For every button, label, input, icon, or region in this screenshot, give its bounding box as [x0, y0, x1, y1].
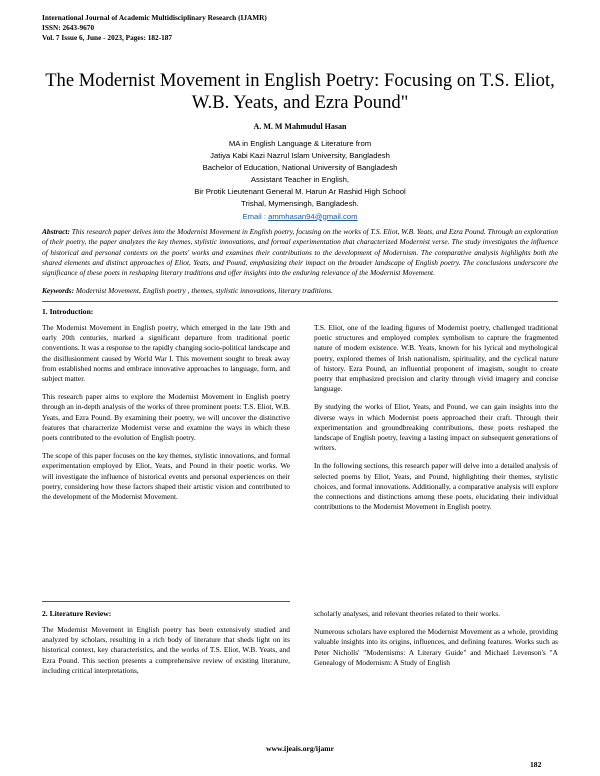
author-affiliation: [36, 138, 564, 223]
paragraph: The scope of this paper focuses on the key themes, stylistic innovations, and formal experimentation employed by Eliot, Yeats, and Pound in their poetic works. We will investigate the influence of historical events and personal experiences on their poetry, considering how these factors shaped their artistic vision and contributed to the development of the Modernist Movement.: [42, 451, 290, 502]
page-number: 182: [530, 760, 542, 769]
abstract-text: This research paper delves into the Modernist Movement in English poetry, focusing on the works of T.S. Eliot, W.B. Yeats, and Ezra Pound. Through an exploration of their poetry, the paper analyzes the key themes, stylistic innovations, and formal experimentation that characterized Modernist verse. The study investigates the influence of historical and personal contexts on the poets' works and examines their contributions to the development of Modernism. The comparative analysis highlights both the shared elements and distinct approaches of Eliot, Yeats, and Pound, emphasizing their impact on the broader landscape of English poetry. The conclusions underscore the significance of these poets in reshaping literary traditions and offer insights into the enduring relevance of the Modernist Movement.: [42, 227, 558, 278]
paragraph: The Modernist Movement in English poetry, which emerged in the late 19th and early 20th centuries, marked a significant departure from traditional poetic conventions. It was a response to the rapidly changing socio-political landscape and the disillusionment caused by World War I. This movement sought to break away from established norms and embrace innovative approaches to language, form, and subject matter.: [42, 323, 290, 384]
section-heading-introduction: 1. Introduction:: [42, 307, 94, 316]
paragraph: By studying the works of Eliot, Yeats, and Pound, we can gain insights into the diverse ways in which Modernist poets approached their craft. Through their experimentation and groundbreaking contributions, these poets reshaped the landscape of English poetry, leaving a lasting impact on subsequent generations of writers.: [314, 402, 558, 453]
intro-right-column: [314, 323, 558, 520]
keywords: [42, 286, 558, 295]
section-divider: [42, 301, 558, 302]
intro-left-column: [42, 323, 290, 510]
email-link[interactable]: ammhasan94@gmail.com: [268, 211, 358, 221]
keywords-label: Keywords:: [42, 286, 75, 295]
paragraph: In the following sections, this research paper will delve into a detailed analysis of selected poems by Eliot, Yeats, and Pound, highlighting their themes, stylistic choices, and formal innovations. Additionally, a comparative analysis will explore the connections and distinctions among these poets, elucidating their individual contributions to the Modernist Movement in English poetry.: [314, 461, 558, 512]
paragraph: scholarly analyses, and relevant theories related to their works.: [314, 609, 500, 618]
paragraph: This research paper aims to explore the Modernist Movement in English poetry through an in-depth analysis of the works of three prominent poets: T.S. Eliot, W.B. Yeats, and Ezra Pound. By examining their poetry, we will uncover the distinctive features that characterize Modernist verse and examine the ways in which these poets contributed to the evolution of English poetry.: [42, 392, 290, 443]
journal-header: [42, 13, 562, 43]
affiliation-line: Assistant Teacher in English,: [250, 175, 350, 185]
affiliation-line: Trishal, Mymensingh, Bangladesh.: [241, 199, 359, 209]
footer-url[interactable]: www.ijeais.org/ijamr: [266, 744, 334, 753]
affiliation-line: Bachelor of Education, National University of Bangladesh: [202, 163, 398, 173]
email-label: Email :: [242, 211, 269, 221]
keywords-text: Modernist Movement, English poetry , themes, stylistic innovations, literary traditions.: [74, 286, 333, 295]
affiliation-line: Bir Protik Lieutenant General M. Harun Ar Rashid High School: [194, 187, 406, 197]
journal-name: International Journal of Academic Multidisciplinary Research (IJAMR): [42, 13, 267, 22]
journal-issn: ISSN: 2643-9670: [42, 23, 95, 32]
paragraph: Numerous scholars have explored the Modernist Movement as a whole, providing valuable insights into its origins, influences, and defining features. Works such as Peter Nicholls' "Modernisms: A Literary Guide" and Michael Levenson's "A Genealogy of Modernism: A Study of English: [314, 627, 558, 667]
journal-volume: Vol. 7 Issue 6, June - 2023, Pages: 182-187: [42, 33, 173, 42]
affiliation-line: MA in English Language & Literature from: [228, 139, 372, 148]
lit-left-column: [42, 625, 290, 684]
section-divider: [42, 601, 290, 602]
abstract-label: Abstract:: [42, 227, 70, 236]
paragraph: The Modernist Movement in English poetry has been extensively studied and analyzed by scholars, resulting in a rich body of literature that sheds light on its historical context, key characteristics, and the works of T.S. Eliot, W.B. Yeats, and Ezra Pound. This section presents a comprehensive review of existing literature, including critical interpretations,: [42, 625, 290, 675]
lit-right-column: [314, 609, 558, 676]
paper-title: The Modernist Movement in English Poetry: Focusing on T.S. Eliot, W.B. Yeats, and Ezra Pound": [45, 70, 555, 113]
abstract: [42, 227, 558, 278]
section-heading-literature-review: 2. Literature Review:: [42, 609, 112, 618]
email-line: [36, 211, 564, 223]
paragraph: T.S. Eliot, one of the leading figures of Modernist poetry, challenged traditional poetic structures and employed complex symbolism to capture the fragmented nature of modern existence. W.B. Yeats, known for his lyrical and mythological poetry, explored themes of Irish nationalism, spirituality, and the cyclical nature of history. Ezra Pound, an influential proponent of imagism, sought to create poetry that emphasized precision and clarity through vivid imagery and concise language.: [314, 323, 558, 394]
affiliation-line: Jatiya Kabi Kazi Nazrul Islam University, Bangladesh: [210, 151, 390, 161]
author-name: A. M. M Mahmudul Hasan: [253, 122, 347, 131]
